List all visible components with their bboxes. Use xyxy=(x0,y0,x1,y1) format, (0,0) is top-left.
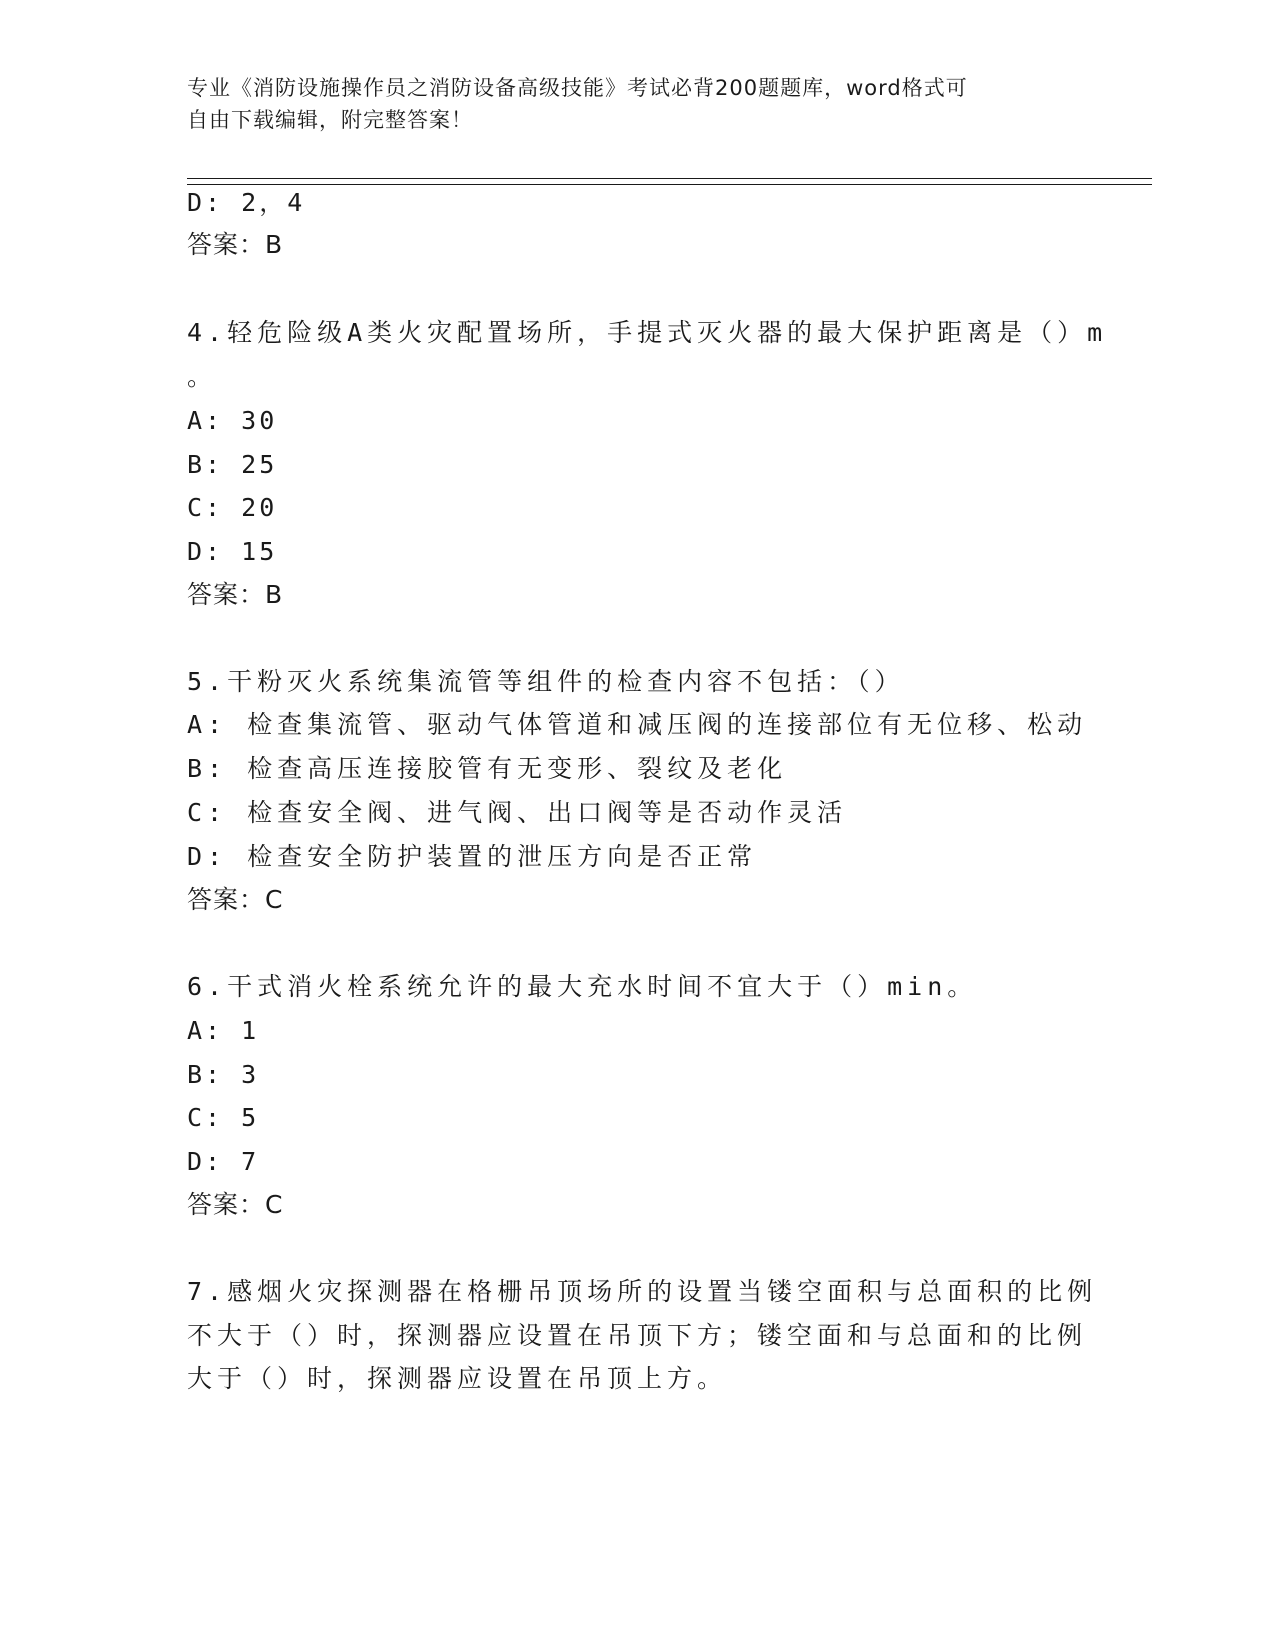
q6-answer: 答案：C xyxy=(187,1190,284,1219)
q6-option-c: C: 5 xyxy=(187,1103,260,1132)
q5-stem: 5.干粉灭火系统集流管等组件的检查内容不包括：（） xyxy=(187,667,905,696)
q6-option-b: B: 3 xyxy=(187,1060,260,1089)
q6-option-a: A: 1 xyxy=(187,1016,260,1045)
q4-stem-line-2: 。 xyxy=(187,362,216,391)
document-page xyxy=(187,0,1147,1650)
header-title-line-1: 专业《消防设施操作员之消防设备高级技能》考试必背200题题库，word格式可 xyxy=(187,76,968,100)
q6-option-d: D: 7 xyxy=(187,1147,260,1176)
q4-option-a: A: 30 xyxy=(187,406,278,435)
q3-option-d: D: 2，4 xyxy=(187,188,306,217)
q4-stem-line-1: 4.轻危险级A类火灾配置场所，手提式灭火器的最大保护距离是（）m xyxy=(187,318,1108,347)
q5-answer: 答案：C xyxy=(187,885,284,914)
header-divider xyxy=(187,178,1152,185)
q5-option-d: D: 检查安全防护装置的泄压方向是否正常 xyxy=(187,842,758,871)
page-header xyxy=(187,72,1087,136)
q7-stem-line-1: 7.感烟火灾探测器在格栅吊顶场所的设置当镂空面积与总面积的比例 xyxy=(187,1277,1098,1306)
q5-option-b: B: 检查高压连接胶管有无变形、裂纹及老化 xyxy=(187,754,788,783)
q7-stem-line-3: 大于（）时，探测器应设置在吊顶上方。 xyxy=(187,1364,728,1393)
q5-option-a: A: 检查集流管、驱动气体管道和减压阀的连接部位有无位移、松动 xyxy=(187,710,1088,739)
q7-stem-line-2: 不大于（）时，探测器应设置在吊顶下方；镂空面和与总面和的比例 xyxy=(187,1321,1088,1350)
header-title-line-2: 自由下载编辑，附完整答案！ xyxy=(187,108,473,132)
q4-option-d: D: 15 xyxy=(187,537,278,566)
q3-answer: 答案：B xyxy=(187,230,284,259)
q6-stem: 6.干式消火栓系统允许的最大充水时间不宜大于（）min。 xyxy=(187,972,978,1001)
q4-option-b: B: 25 xyxy=(187,450,278,479)
q5-option-c: C: 检查安全阀、进气阀、出口阀等是否动作灵活 xyxy=(187,798,848,827)
q4-answer: 答案：B xyxy=(187,580,284,609)
q4-option-c: C: 20 xyxy=(187,493,278,522)
